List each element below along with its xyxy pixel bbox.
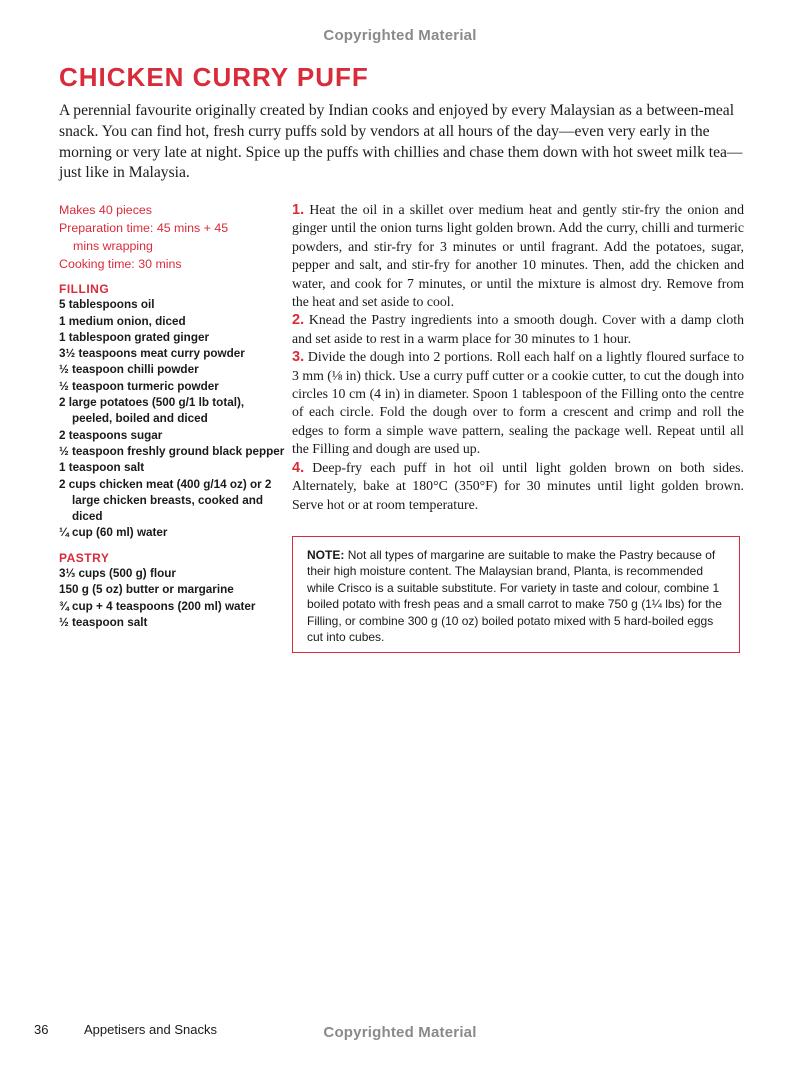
filling-heading: FILLING xyxy=(59,282,110,296)
note-label: NOTE: xyxy=(307,548,345,562)
ingredient-item: ½ teaspoon turmeric powder xyxy=(59,379,219,393)
ingredient-item: 2 teaspoons sugar xyxy=(59,428,163,442)
step-text: Knead the Pastry ingredients into a smooth dough. Cover with a damp cloth and set aside to rest in a warm place for 30 minutes to 1 hour. xyxy=(292,312,744,346)
ingredients-column xyxy=(59,201,287,631)
method-steps xyxy=(292,201,744,514)
ingredient-item: ¾ cup + 4 teaspoons (200 ml) water xyxy=(59,599,256,613)
step-number: 2. xyxy=(292,312,305,329)
note-box xyxy=(292,536,740,653)
ingredient-item: 5 tablespoons oil xyxy=(59,298,155,312)
ingredient-item: ½ teaspoon chilli powder xyxy=(59,363,199,377)
ingredient-item: 2 large potatoes (500 g/1 lb total), peeled, boiled and diced xyxy=(59,396,245,426)
pastry-heading: PASTRY xyxy=(59,550,110,565)
ingredient-item: 3⅓ cups (500 g) flour xyxy=(59,567,176,581)
prep-time xyxy=(59,219,287,237)
step-number: 1. xyxy=(292,202,305,218)
recipe-title: CHICKEN CURRY PUFF xyxy=(59,62,369,92)
section-name: Appetisers and Snacks xyxy=(84,1022,217,1037)
cook-time-label: Cooking time: xyxy=(59,257,135,271)
ingredient-item: 150 g (5 oz) butter or margarine xyxy=(59,583,234,597)
method-step xyxy=(292,459,744,514)
note-text: Not all types of margarine are suitable to make the Pastry because of their high moisture content. The Malaysian brand, Planta, is recommended while Crisco is a suitable substitute. For variety in taste and colour, combine 1 boiled potato with fresh peas and a small carrot to make 750 g (1¼ lbs) for the Filling, or combine 300 g (10 oz) boiled potato mixed with 5 hard-boiled eggs cut into cubes. xyxy=(307,548,722,645)
ingredient-item: 1 teaspoon salt xyxy=(59,461,145,475)
step-text: Heat the oil in a skillet over medium heat and gently stir-fry the onion and ginger until the onion turns light golden brown. Add the curry, chilli and turmeric powders, and stir-fry for 3 minutes or until fragrant. Add the potatoes, sugar, pepper and salt, and stir-fry for another 10 minutes. Then, add the chicken and water, and cook for 7 minutes, or until the mixture is almost dry. Remove from the heat and set aside to cool. xyxy=(292,202,744,310)
step-text: Deep-fry each puff in hot oil until light golden brown on both sides. Alternately, bake at 180°C (350°F) for 30 minutes until light golden brown. Serve hot or at room temperature. xyxy=(292,459,744,512)
method-step xyxy=(292,311,744,348)
makes-text: Makes 40 pieces xyxy=(59,203,152,217)
step-text: Divide the dough into 2 portions. Roll each half on a lightly floured surface to 3 mm (⅛ in) thick. Use a curry puff cutter or a cookie cutter, to cut the dough into circles 10 cm (4 in) in diameter. Spoon 1 tablespoon of the Filling onto the centre of each circle. Fold the dough over to form a crescent and crimp and roll the edges to form a simple wave pattern, sealing the package well. Repeat until all the Filling and dough are used up. xyxy=(292,349,744,457)
ingredient-item: 1 tablespoon grated ginger xyxy=(59,330,210,344)
recipe-meta xyxy=(59,201,287,273)
pastry-list xyxy=(59,566,287,631)
ingredient-item: ½ teaspoon salt xyxy=(59,615,148,629)
ingredient-item: ¼ cup (60 ml) water xyxy=(59,526,168,540)
ingredient-item: ½ teaspoon freshly ground black pepper xyxy=(59,444,285,458)
page-number: 36 xyxy=(34,1022,49,1037)
prep-time-value: 45 mins + 45 xyxy=(156,221,229,235)
ingredient-item: 3½ teaspoons meat curry powder xyxy=(59,347,245,361)
step-number: 3. xyxy=(292,349,305,366)
cook-time xyxy=(59,255,287,273)
method-step xyxy=(292,201,744,311)
method-column xyxy=(292,201,744,514)
prep-time-value-cont: mins wrapping xyxy=(73,239,153,253)
ingredient-item: 2 cups chicken meat (400 g/14 oz) or 2 large chicken breasts, cooked and diced xyxy=(59,477,272,524)
recipe-intro: A perennial favourite originally created by Indian cooks and enjoyed by every Malaysian as a between-meal snack. You can find hot, fresh curry puffs sold by vendors at all hours of the day—even very early in the morning or very late at night. Spice up the puffs with chillies and chase them down with hot sweet milk tea—just like in Malaysia. xyxy=(59,102,743,182)
prep-time-label: Preparation time: xyxy=(59,221,154,235)
watermark-bottom: Copyrighted Material xyxy=(323,1024,477,1041)
ingredient-item: 1 medium onion, diced xyxy=(59,314,186,328)
method-step xyxy=(292,348,744,458)
cook-time-value: 30 mins xyxy=(138,257,182,271)
step-number: 4. xyxy=(292,459,305,476)
watermark-top: Copyrighted Material xyxy=(323,27,477,44)
filling-list xyxy=(59,297,287,541)
